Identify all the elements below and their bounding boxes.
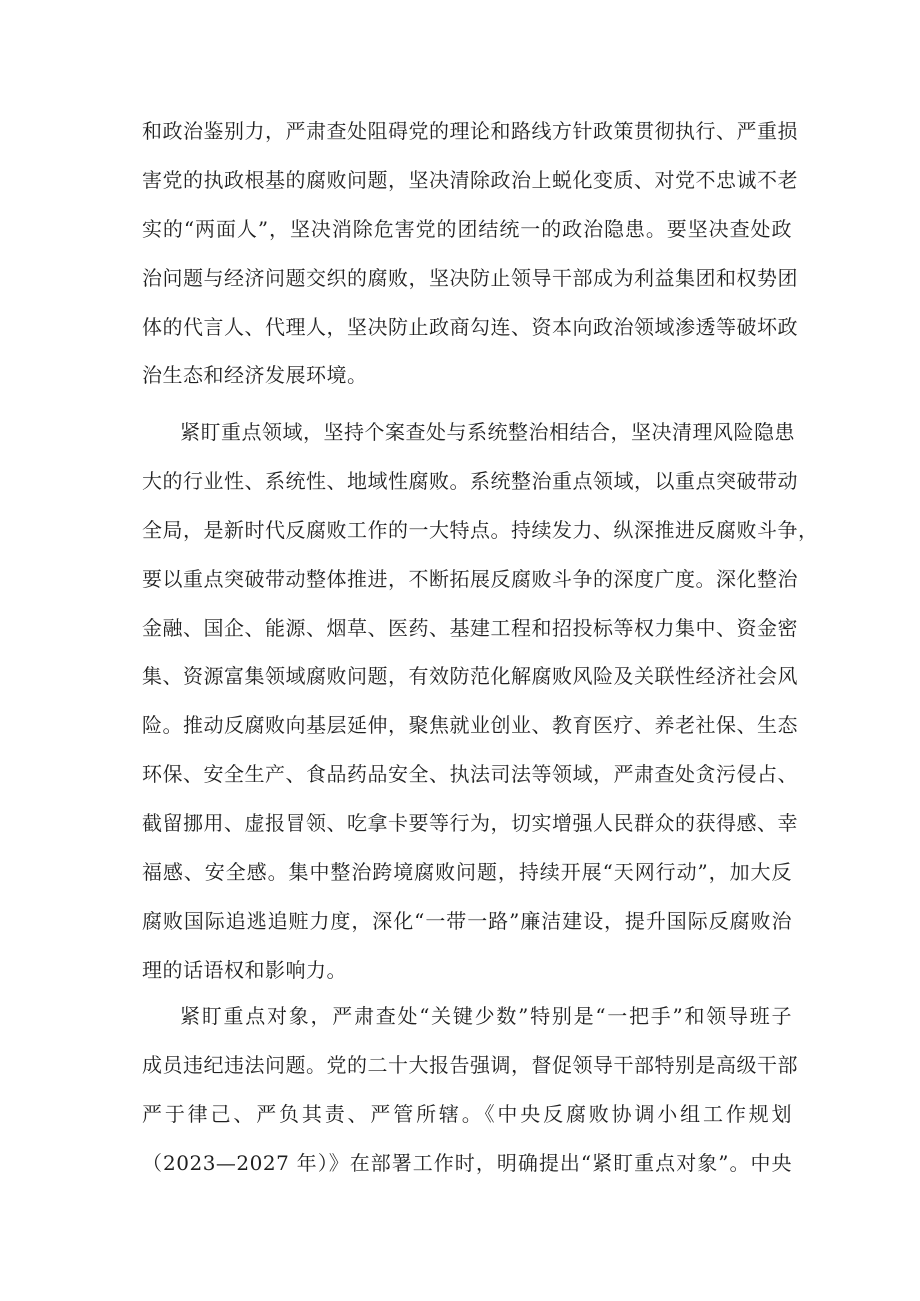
text-line: （2023—2027 年）》在部署工作时，明确提出“紧盯重点对象”。中央 [142,1150,792,1175]
text-line: 治问题与经济问题交织的腐败，坚决防止领导干部成为利益集团和权势团 [142,265,798,290]
text-line: 腐败国际追逃追赃力度，深化“一带一路”廉洁建设，提升国际反腐败治 [142,908,792,933]
text-line: 大的行业性、系统性、地域性腐败。系统整治重点领域，以重点突破带动 [142,468,798,493]
text-line: 全局，是新时代反腐败工作的一大特点。持续发力、纵深推进反腐败斗争， [142,517,819,542]
text-line: 成员违纪违法问题。党的二十大报告强调，督促领导干部特别是高级干部 [142,1052,798,1077]
text-line: 金融、国企、能源、烟草、医药、基建工程和招投标等权力集中、资金密 [142,615,798,640]
text-line: 险。推动反腐败向基层延伸，聚焦就业创业、教育医疗、养老社保、生态 [142,713,798,738]
text-line: 环保、安全生产、食品药品安全、执法司法等领域，严肃查处贪污侵占、 [142,762,798,787]
text-line: 集、资源富集领域腐败问题，有效防范化解腐败风险及关联性经济社会风 [142,664,798,689]
text-line: 害党的执政根基的腐败问题，坚决清除政治上蜕化变质、对党不忠诚不老 [142,167,798,192]
text-line: 福感、安全感。集中整治跨境腐败问题，持续开展“天网行动”，加大反 [142,860,792,885]
text-line: 理的话语权和影响力。 [142,957,347,982]
paragraph-3 [142,992,798,1188]
text-line: 体的代言人、代理人，坚决防止政商勾连、资本向政治领域渗透等破坏政 [142,314,798,339]
text-line: 紧盯重点对象，严肃查处“关键少数”特别是“一把手”和领导班子 [180,1004,792,1028]
paragraph-2 [142,408,819,995]
text-line: 和政治鉴别力，严肃查处阻碍党的理论和路线方针政策贯彻执行、严重损 [142,119,798,143]
text-line: 实的“两面人”，坚决消除危害党的团结统一的政治隐患。要坚决查处政 [142,216,792,241]
text-line: 截留挪用、虚报冒领、吃拿卡要等行为，切实增强人民群众的获得感、幸 [142,811,798,836]
text-line: 要以重点突破带动整体推进，不断拓展反腐败斗争的深度广度。深化整治 [142,566,798,591]
text-line: 严于律己、严负其责、严管所辖。《中央反腐败协调小组工作规划 [142,1101,792,1126]
text-line: 紧盯重点领域，坚持个案查处与系统整治相结合，坚决清理风险隐患 [180,420,795,444]
paragraph-1 [142,107,798,400]
text-line: 治生态和经济发展环境。 [142,363,368,388]
